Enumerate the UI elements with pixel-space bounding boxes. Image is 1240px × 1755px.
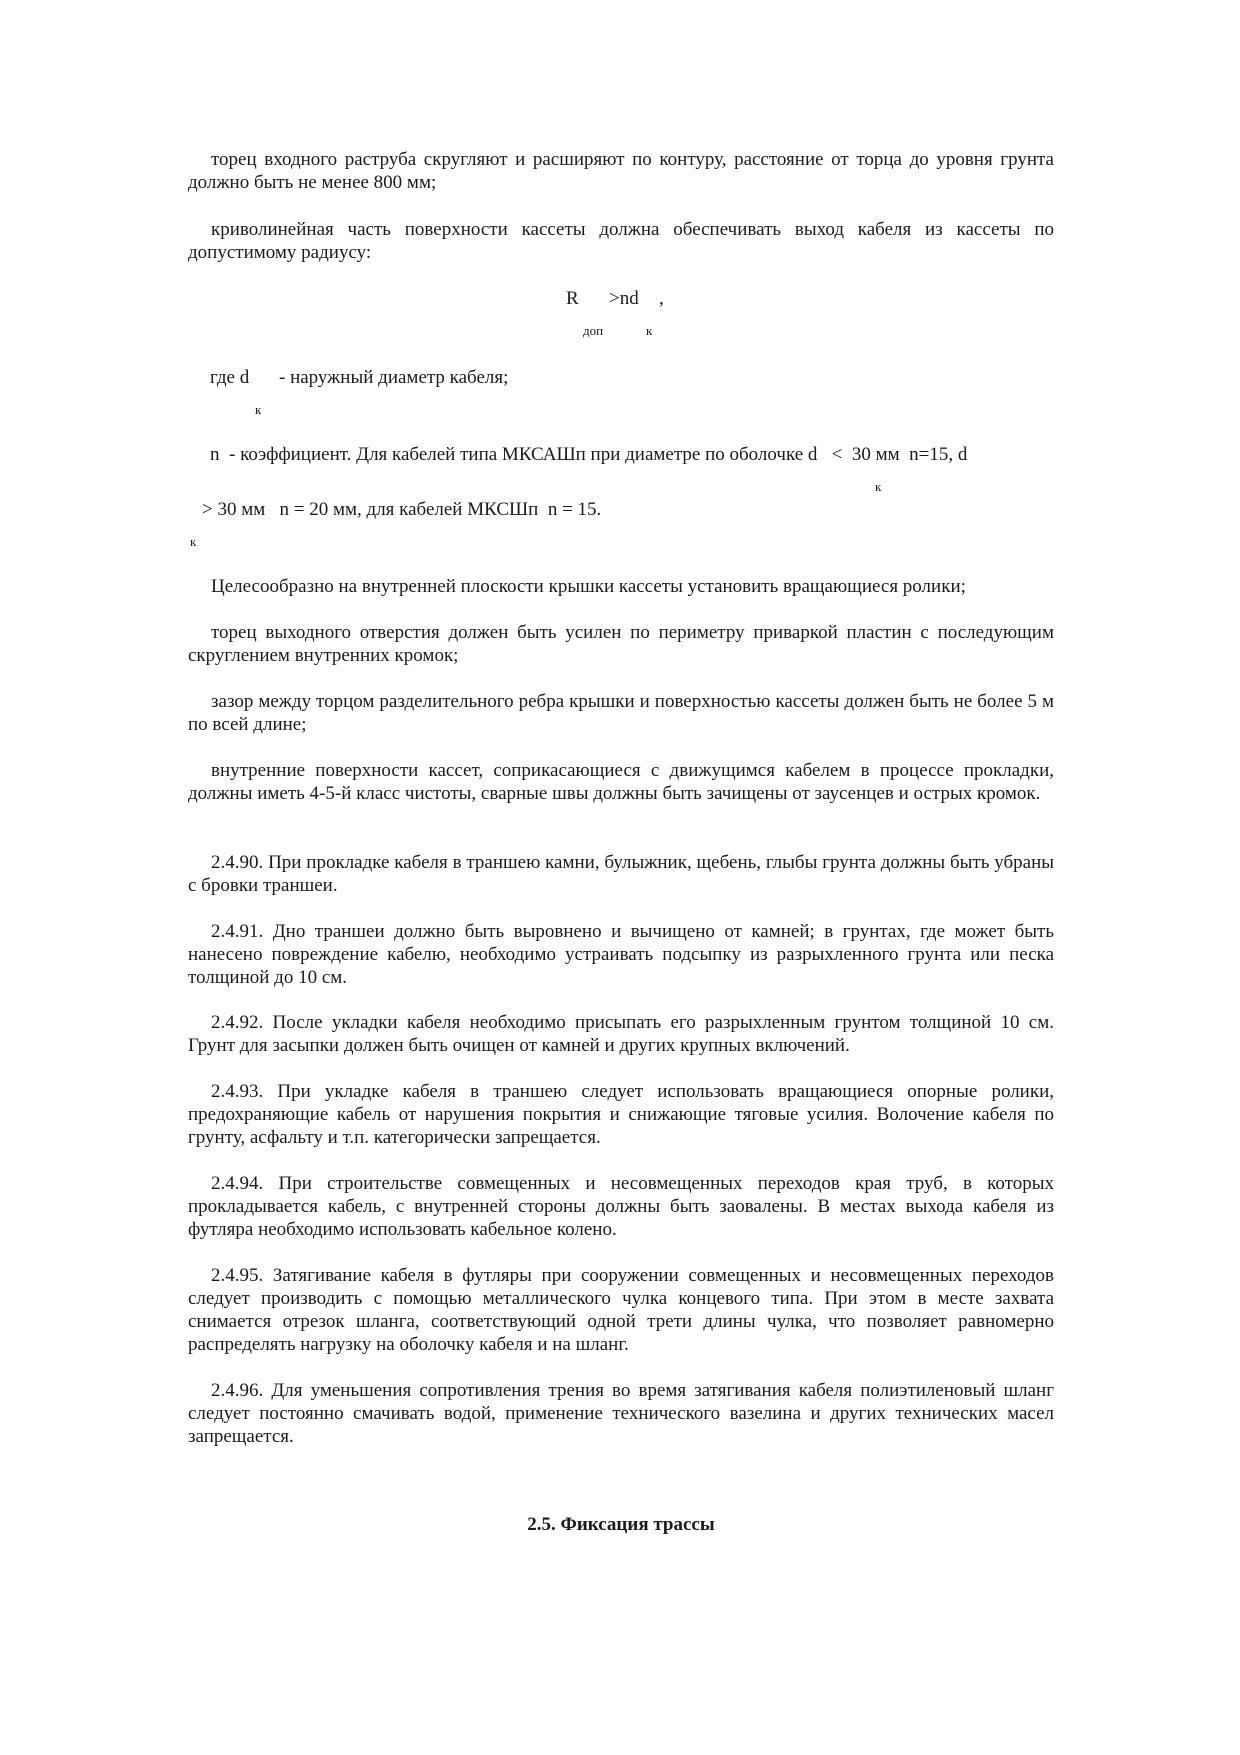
paragraph-gap: зазор между торцом разделительного ребра крышки и поверхностью кассеты должен быть не более 5 м по всей длине; <box>188 691 1054 735</box>
coefficient-subscript-k1: к <box>875 479 882 494</box>
paragraph-2-4-95: 2.4.95. Затягивание кабеля в футляры при сооружении совмещенных и несовмещенных переходов следует производить с помощью металлического чулка концевого типа. При этом в месте захвата снимается отрезок шланга, соответствующий одной трети длины чулка, что позволяет равномерно распределять нагрузку на оболочку кабеля и на шланг. <box>188 1265 1054 1355</box>
paragraph-curved-surface: криволинейная часть поверхности кассеты должна обеспечивать выход кабеля из кассеты по допустимому радиусу: <box>188 219 1054 263</box>
paragraph-2-4-90: 2.4.90. При прокладке кабеля в траншею камни, булыжник, щебень, глыбы грунта должны быть убраны с бровки траншеи. <box>188 852 1054 896</box>
paragraph-rollers: Целесообразно на внутренней плоскости крышки кассеты установить вращающиеся ролики; <box>211 576 966 597</box>
paragraph-inner-surfaces: внутренние поверхности кассет, соприкасающиеся с движущимся кабелем в процессе прокладки, должны иметь 4-5-й класс чистоты, сварные швы должны быть зачищены от заусенцев и острых кромок. <box>188 760 1054 804</box>
coefficient-line-1: n - коэффициент. Для кабелей типа МКСАШп при диаметре по оболочке d < 30 мм n=15, d <box>210 444 968 465</box>
paragraph-2-4-94: 2.4.94. При строительстве совмещенных и несовмещенных переходов края труб, в которых прокладывается кабель, с внутренней стороны должны быть заовалены. В местах выхода кабеля из футляра необходимо использовать кабельное колено. <box>188 1173 1054 1240</box>
coefficient-line-2: > 30 мм n = 20 мм, для кабелей МКСШп n = 15. <box>202 499 602 520</box>
paragraph-2-4-92: 2.4.92. После укладки кабеля необходимо присыпать его разрыхленным грунтом толщиной 10 см. Грунт для засыпки должен быть очищен от камней и других крупных включений. <box>188 1012 1054 1056</box>
formula-r: R <box>566 288 579 309</box>
formula-subscript-dop: доп <box>583 323 604 338</box>
where-d: где d <box>210 367 250 388</box>
formula-subscript-k: к <box>646 323 653 338</box>
where-description: - наружный диаметр кабеля; <box>279 367 509 388</box>
formula-nd: >nd <box>609 288 639 309</box>
paragraph-2-4-93: 2.4.93. При укладке кабеля в траншею следует использовать вращающиеся опорные ролики, предохраняющие кабель от нарушения покрытия и снижающие тяговые усилия. Волочение кабеля по грунту, асфальту и т.п. категорически запрещается. <box>188 1081 1054 1148</box>
paragraph-outlet-end: торец выходного отверстия должен быть усилен по периметру приваркой пластин с последующим скруглением внутренних кромок; <box>188 622 1054 666</box>
where-subscript-k: к <box>255 402 262 417</box>
coefficient-subscript-k2: к <box>190 534 197 549</box>
paragraph-inlet-end: торец входного раструба скругляют и расширяют по контуру, расстояние от торца до уровня грунта должно быть не менее 800 мм; <box>188 149 1054 193</box>
paragraph-2-4-96: 2.4.96. Для уменьшения сопротивления трения во время затягивания кабеля полиэтиленовый шланг следует постоянно смачивать водой, применение технического вазелина и других технических масел запрещается. <box>188 1380 1054 1447</box>
paragraph-2-4-91: 2.4.91. Дно траншеи должно быть выровнено и вычищено от камней; в грунтах, где может быть нанесено повреждение кабелю, необходимо устраивать подсыпку из разрыхленного грунта или песка толщиной до 10 см. <box>188 921 1054 988</box>
formula-comma: , <box>659 288 664 309</box>
section-heading: 2.5. Фиксация трассы <box>527 1514 715 1535</box>
